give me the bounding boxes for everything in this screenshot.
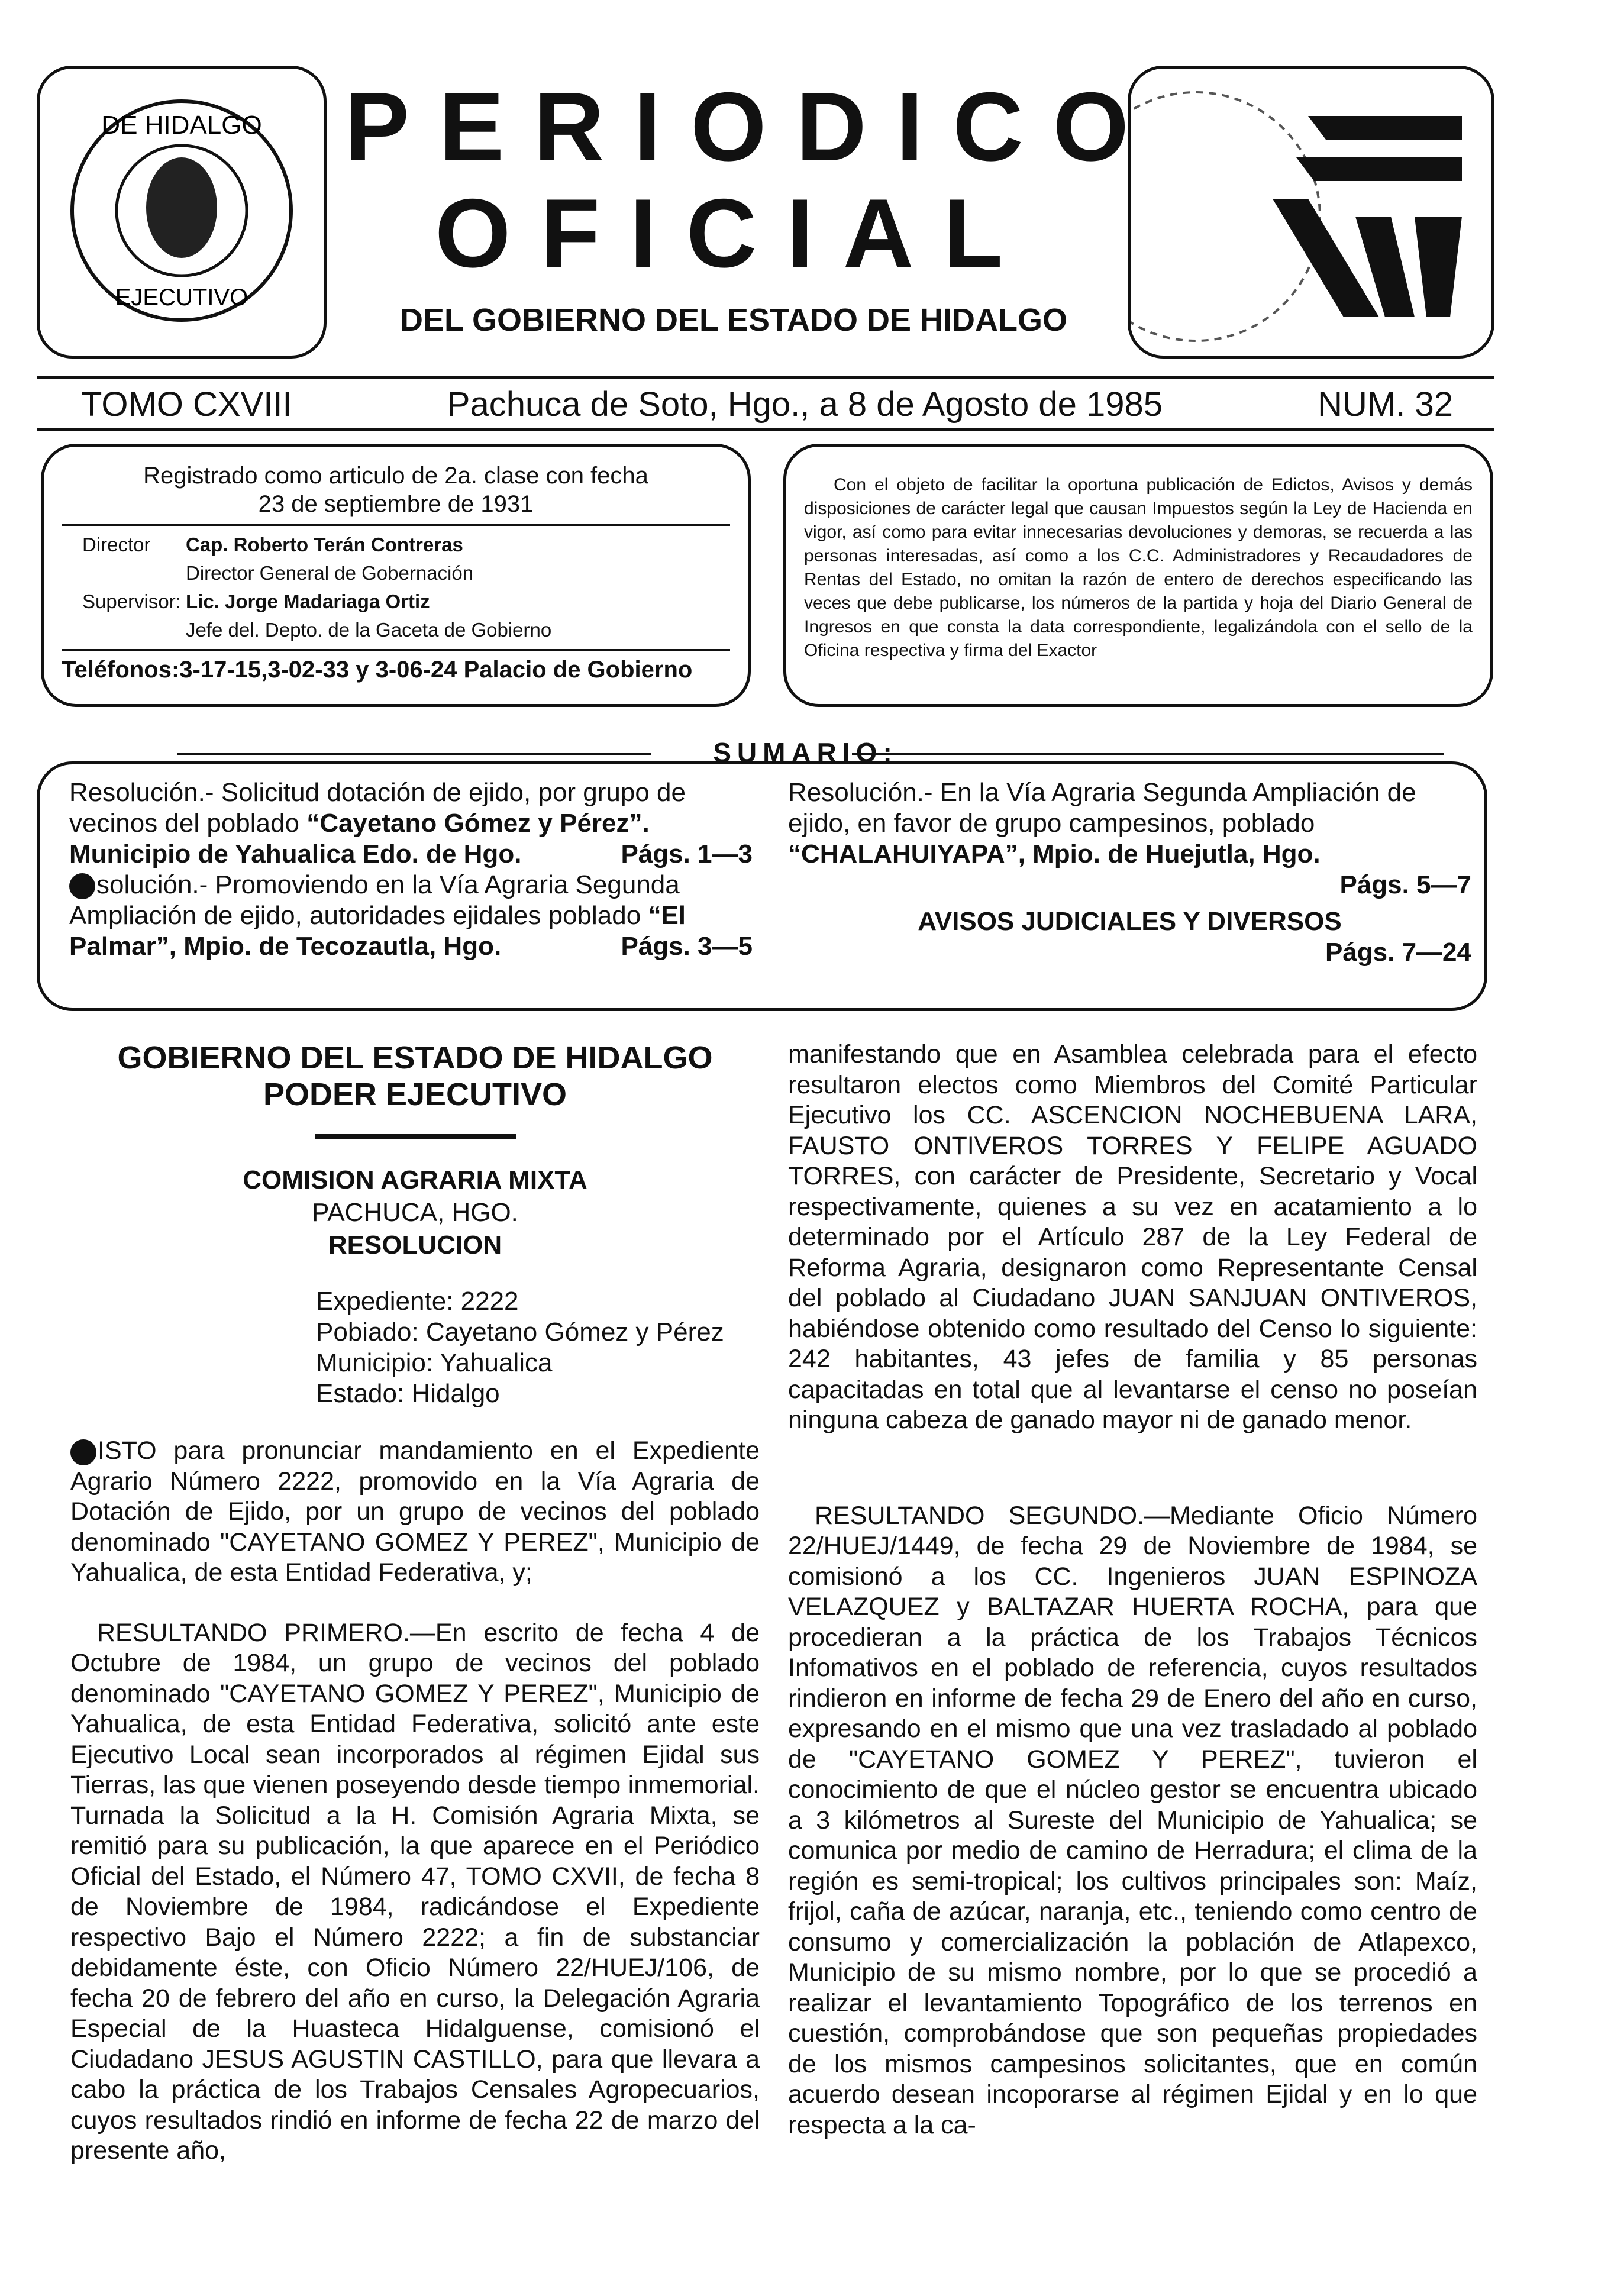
registration-line1: Registrado como articulo de 2a. clase con fecha	[143, 463, 648, 489]
publication-notice-box	[783, 444, 1493, 707]
supervisor-label: Supervisor:	[82, 590, 181, 612]
masthead-subtitle: DEL GOBIERNO DEL ESTADO DE HIDALGO	[399, 302, 1068, 338]
document-type: RESOLUCION	[328, 1231, 502, 1260]
issue-meta-bar	[37, 383, 1494, 425]
place-date: Pachuca de Soto, Hgo., a 8 de Agosto de 1985	[447, 385, 1163, 424]
ink-blot-icon	[69, 873, 95, 899]
director-label: Director	[82, 534, 151, 556]
issue-number: NUM. 32	[1318, 385, 1453, 424]
masthead-title-line1: PERIODICO	[344, 72, 1158, 181]
divider	[37, 376, 1494, 379]
expediente: Expediente: 2222	[316, 1287, 519, 1316]
estado: Estado: Hidalgo	[316, 1379, 500, 1408]
divider	[62, 649, 730, 651]
svg-text:EJECUTIVO: EJECUTIVO	[115, 285, 248, 311]
telephones: Teléfonos:3-17-15,3-02-33 y 3-06-24 Palacio de Gobierno	[62, 657, 693, 683]
masthead-title-line2: OFICIAL	[435, 179, 1032, 288]
summary-box	[37, 761, 1487, 1011]
summary-pages: Págs. 7—24	[1325, 938, 1471, 967]
commission-name: COMISION AGRARIA MIXTA	[243, 1165, 587, 1194]
divider	[315, 1134, 516, 1139]
article-column-left	[70, 1039, 760, 2166]
director-name: Cap. Roberto Terán Contreras	[186, 534, 463, 556]
registration-line2: 23 de septiembre de 1931	[258, 491, 534, 517]
summary-pages: Págs. 3—5	[621, 932, 753, 961]
summary-title: SUMARIO:	[713, 737, 898, 768]
tomo: TOMO CXVIII	[81, 385, 292, 424]
article-subheading: PODER EJECUTIVO	[263, 1077, 567, 1112]
supervisor-title: Jefe del. Depto. de la Gaceta de Gobierno	[186, 619, 552, 641]
divider	[62, 524, 730, 526]
director-title: Director General de Gobernación	[186, 562, 474, 584]
notice-text: Con el objeto de facilitar la oportuna publicación de Edictos, Avisos y demás disposiciones de carácter legal que causan Impuestos según la Ley de Hacienda en vigor, así como para evitar innecesarias devoluciones y demoras, se recuerda a las personas interesadas, así como a los C.C. Administradores y Recaudadores de Rentas del Estado, no omitan la razón de entero de derechos especificando las veces que debe publicarse, los números de la partida y hoja del Diario General de Ingresos en que consta la data correspondiente, legalizándola con el sello de la Oficina respectiva y firma del Exactor	[804, 475, 1473, 660]
ink-blot-icon	[70, 1439, 96, 1465]
paragraph: RESULTANDO SEGUNDO.—Mediante Oficio Número 22/HUEJ/1449, de fecha 29 de Noviembre de 1984, se comisionó a los CC. Ingenieros JUAN ESPINOZA VELAZQUEZ y BALTAZAR HUERTA ROCHA, para que procedieran a la práctica de los Trabajos Técnicos Infomativos en el poblado de referencia, cuyos resultados rindieron en informe de fecha 29 de Enero del año en curso, expresando en el mismo que una vez trasladado al poblado de "CAYETANO GOMEZ Y PEREZ", tuvieron el conocimiento de que el núcleo gestor se encuentra ubicado a 3 kilómetros al Sureste del Municipio de Yahualica; se comunica por medio de camino de Herradura; el clima de la región es semi-tropical; los cultivos principales son: Maíz, frijol, caña de azúcar, naranja, etc., teniendo como centro de consumo y comercialización la población de Atlapexco, Municipio de su mismo nombre, por lo que se procedió a realizar el levantamiento Topográfico de los terrenos en cuestión, comprobándose que son pequeñas propiedades de los mismos campesinos solicitantes, que en común acuerdo desean incoporarse al régimen Ejidal y en lo que respecta a la ca-	[788, 1501, 1477, 2139]
paragraph: manifestando que en Asamblea celebrada para el efecto resultaron electos como Miembros del Comité Particular Ejecutivo los CC. ASCENCION NOCHEBUENA LARA, FAUSTO ONTIVEROS TORRES Y FELIPE AGUADO TORRES, con carácter de Presidente, Secretario y Vocal respectivamente, quienes a su vez en acatamiento a lo determinado por el Artículo 287 de la Ley Federal de Reforma Agraria, designaron como Representante Censal del poblado al Ciudadano JUAN SANJUAN ONTIVEROS, habiéndose obtenido como resultado del Censo lo siguiente: 242 habitantes, 43 jefes de familia y 85 personas capacitadas en total que al levantarse el censo no poseían ninguna cabeza de ganado mayor ni de ganado menor.	[788, 1040, 1477, 1434]
svg-text:DE HIDALGO: DE HIDALGO	[101, 111, 262, 140]
article-heading: GOBIERNO DEL ESTADO DE HIDALGO	[117, 1040, 713, 1076]
summary-pages: Págs. 1—3	[621, 839, 753, 868]
summary-item[interactable]: AVISOS JUDICIALES Y DIVERSOS	[918, 907, 1342, 936]
divider	[37, 428, 1494, 431]
congress-stamp-logo-box	[1128, 66, 1494, 359]
article-column-right	[788, 1039, 1477, 2140]
city: PACHUCA, HGO.	[312, 1198, 518, 1227]
summary-item[interactable]: Resolución.- En la Vía Agraria Segunda Ampliación de ejido, en favor de grupo campesinos, poblado “CHALAHUIYAPA”, Mpio. de Huejutla, Hgo.	[788, 778, 1416, 868]
registration-info-box	[41, 444, 751, 707]
summary-item[interactable]: Resolución.- Solicitud dotación de ejido, por grupo de vecinos del poblado “Cayetano Gómez y Pérez”. Municipio de Yahualica Edo. de Hgo.	[69, 778, 686, 868]
paragraph: RESULTANDO PRIMERO.—En escrito de fecha 4 de Octubre de 1984, un grupo de vecinos del poblado denominado "CAYETANO GOMEZ Y PEREZ", Municipio de Yahualica, de esta Entidad Federativa, solicitó ante este Ejecutivo Local sean incorporados al régimen Ejidal sus Tierras, las que vienen poseyendo desde tiempo inmemorial. Turnada la Solicitud a la H. Comisión Agraria Mixta, se remitió para su publicación, la que aparece en el Periódico Oficial del Estado, el Número 47, TOMO CXVII, de fecha 8 de Noviembre de 1984, radicándose el Expediente respectivo Bajo el Número 2222; a fin de substanciar debidamente éste, con Oficio Número 22/HUEJ/106, de fecha 20 de febrero del año en curso, la Delegación Agraria Especial de la Huasteca Hidalguense, comisionó el Ciudadano JESUS AGUSTIN CASTILLO, para que llevara a cabo la práctica de los Trabajos Censales Agropecuarios, cuyos resultados rindió en informe de fecha 22 de marzo del presente año,	[70, 1618, 760, 2165]
state-emblem-icon	[1131, 69, 1491, 356]
municipio: Municipio: Yahualica	[316, 1348, 553, 1377]
state-seal-logo-box	[37, 66, 327, 359]
paragraph: ISTO para pronunciar mandamiento en el Expediente Agrario Número 2222, promovido en la Vía Agraria de Dotación de Ejido, por un grupo de vecinos del poblado denominado "CAYETANO GOMEZ Y PEREZ", Municipio de Yahualica, de esta Entidad Federativa, y;	[70, 1436, 760, 1587]
supervisor-name: Lic. Jorge Madariaga Ortiz	[186, 590, 430, 612]
summary-item[interactable]: solución.- Promoviendo en la Vía Agraria Segunda Ampliación de ejido, autoridades ejidales poblado “El Palmar”, Mpio. de Tecozautla, Hgo.	[69, 870, 686, 961]
summary-pages: Págs. 5—7	[1339, 870, 1471, 899]
state-seal-icon	[40, 69, 324, 356]
poblado: Pobiado: Cayetano Gómez y Pérez	[316, 1317, 724, 1346]
